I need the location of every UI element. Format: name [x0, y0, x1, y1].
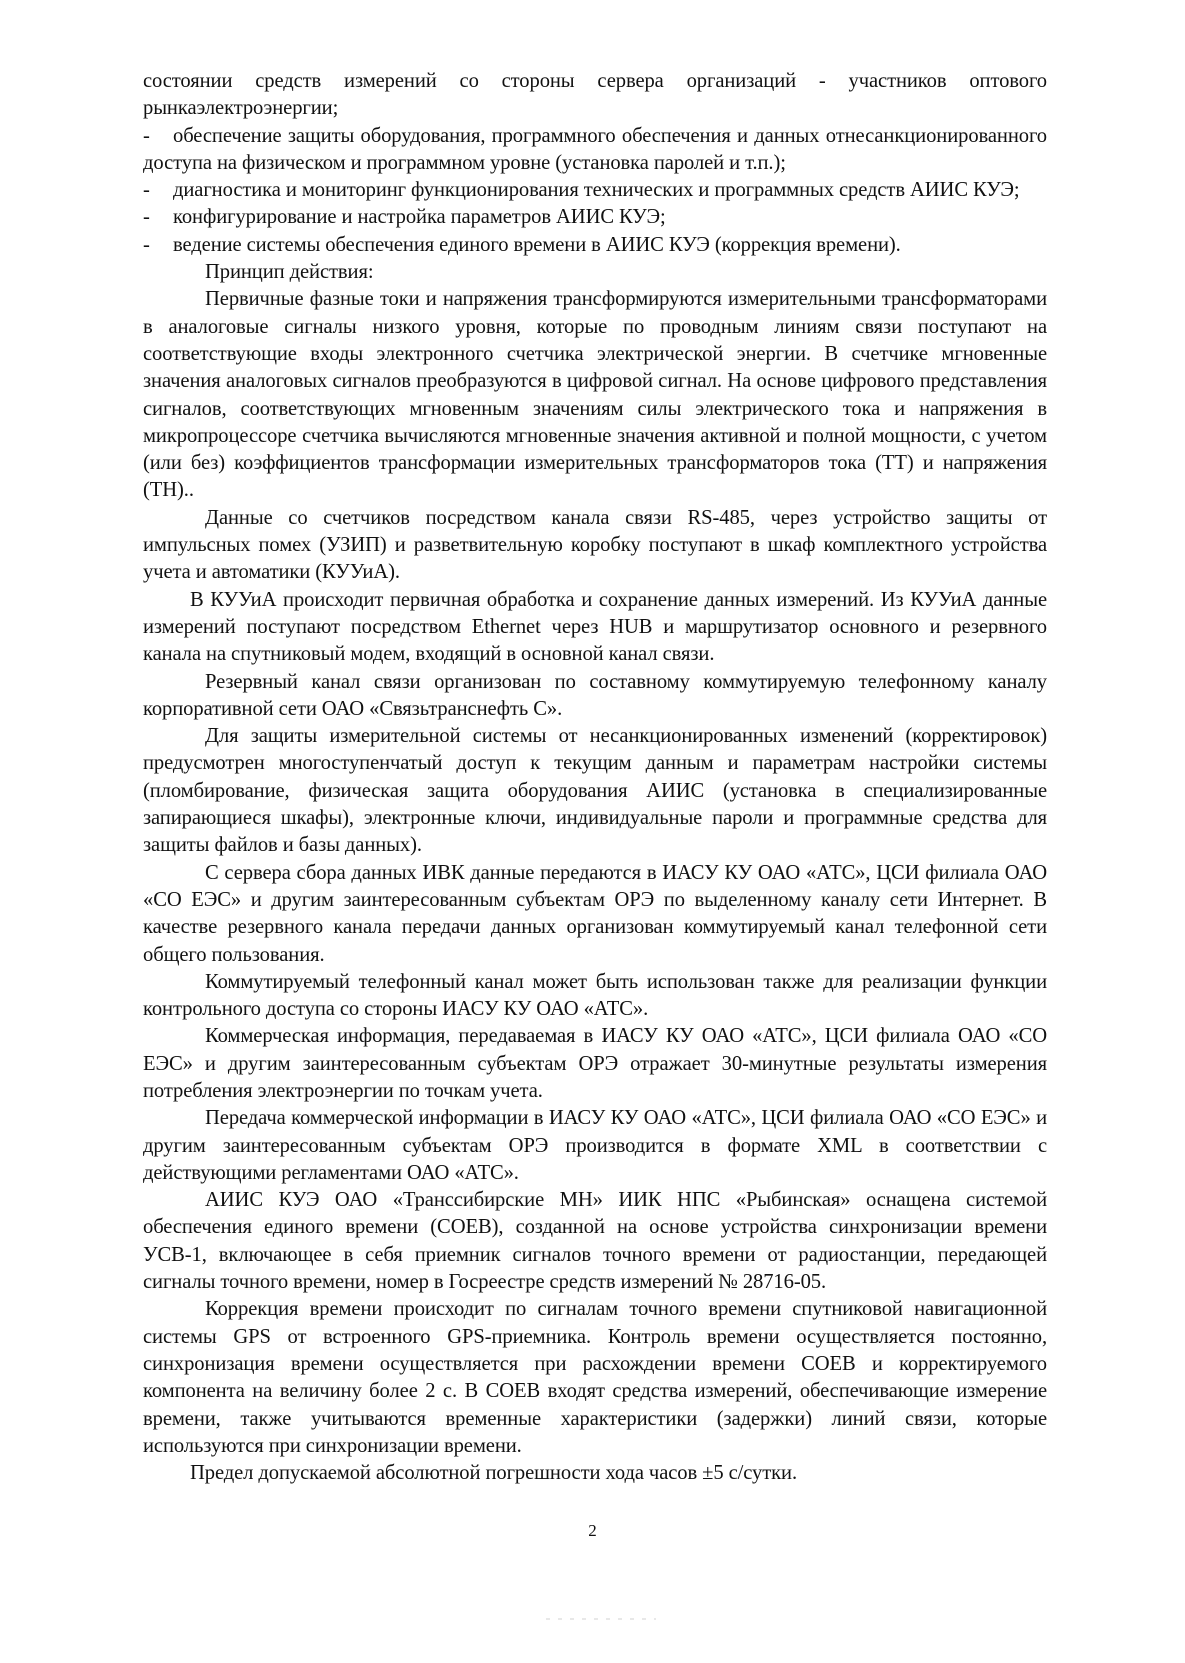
section-heading-principle: Принцип действия: — [205, 261, 374, 284]
paragraph-server-transfer: С сервера сбора данных ИВК данные передаются в ИАСУ КУ ОАО «АТС», ЦСИ филиала ОАО «СО ЕЭС» и другим заинтересованным субъектам ОРЭ по выделенному каналу сети Интернет. В качестве резервного канала передачи данных организован коммутируемый канал телефонной сети общего пользования. — [143, 861, 1047, 966]
paragraph-clock-error-limit: Предел допускаемой абсолютной погрешности хода часов ±5 с/сутки. — [190, 1462, 797, 1485]
list-item-text: конфигурирование и настройка параметров АИИС КУЭ; — [173, 206, 666, 229]
page-number: 2 — [588, 1521, 597, 1540]
list-item-protection — [143, 123, 1047, 178]
list-item-text: обеспечение защиты оборудования, программного обеспечения и данных отнесанкционированного доступа на физическом и программном уровне (установка паролей и т.п.); — [143, 124, 1047, 174]
list-item-configuration — [143, 204, 1047, 231]
list-marker: - — [143, 233, 150, 256]
list-marker: - — [143, 179, 150, 202]
list-item-diagnostics — [143, 177, 1047, 204]
paragraph-primary-currents: Первичные фазные токи и напряжения трансформируются измерительными трансформаторами в аналоговые сигналы низкого уровня, которые по проводным линиям связи поступают на соответствующие входы электронного счетчика электрической энергии. В счетчике мгновенные значения аналоговых сигналов преобразуются в цифровой сигнал. На основе цифрового представления сигналов, соответствующих мгновенным значениям силы электрического тока и напряжения в микропроцессоре счетчика вычисляются мгновенные значения активной и полной мощности, с учетом (или без) коэффициентов трансформации измерительных трансформаторов тока (ТТ) и напряжения (ТН).. — [143, 288, 1047, 502]
list-marker: - — [143, 124, 150, 147]
scan-artifact — [546, 1618, 656, 1620]
paragraph-xml-transfer: Передача коммерческой информации в ИАСУ КУ ОАО «АТС», ЦСИ филиала ОАО «СО ЕЭС» и другим заинтересованным субъектам ОРЭ производится в формате XML в соответствии с действующими регламентами ОАО «АТС». — [143, 1107, 1047, 1184]
paragraph-backup-channel: Резервный канал связи организован по составному коммутируемую телефонному каналу корпоративной сети ОАО «Связьтранснефть С». — [143, 670, 1047, 720]
list-item-text: ведение системы обеспечения единого времени в АИИС КУЭ (коррекция времени). — [173, 233, 901, 256]
paragraph-phone-channel: Коммутируемый телефонный канал может быть использован также для реализации функции контрольного доступа со стороны ИАСУ КУ ОАО «АТС». — [143, 970, 1047, 1021]
paragraph-rs485: Данные со счетчиков посредством канала связи RS-485, через устройство защиты от импульсных помех (УЗИП) и разветвительную коробку поступают в шкаф комплектного устройства учета и автоматики (КУУиА). — [143, 506, 1047, 584]
paragraph-protection-system: Для защиты измерительной системы от несанкционированных изменений (корректировок) предусмотрен многоступенчатый доступ к текущим данным и параметрам настройки системы (пломбирование, физическая защита оборудования АИИС (установка в специализированные запирающиеся шкафы), электронные ключи, индивидуальные пароли и программные средства для защиты файлов и базы данных). — [143, 725, 1047, 857]
paragraph-time-correction: Коррекция времени происходит по сигналам точного времени спутниковой навигационной системы GPS от встроенного GPS-приемника. Контроль времени осуществляется постоянно, синхронизация времени осуществляется при расхождении времени СОЕВ и корректируемого компонента на величину более 2 с. В СОЕВ входят средства измерений, обеспечивающие измерение времени, также учитываются временные характеристики (задержки) линий связи, которые используются при синхронизации времени. — [143, 1298, 1047, 1457]
paragraph-commercial-info: Коммерческая информация, передаваемая в ИАСУ КУ ОАО «АТС», ЦСИ филиала ОАО «СО ЕЭС» и другим заинтересованным субъектам ОРЭ отражает 30-минутные результаты измерения потребления электроэнергии по точкам учета. — [143, 1025, 1047, 1102]
paragraph-soev: АИИС КУЭ ОАО «Транссибирские МН» ИИК НПС «Рыбинская» оснащена системой обеспечения единого времени (СОЕВ), созданной на основе устройства синхронизации времени УСВ-1, включающее в себя приемник сигналов точного времени от радиостанции, передающей сигналы точного времени, номер в Госреестре средств измерений № 28716-05. — [143, 1189, 1047, 1294]
list-item-text: диагностика и мониторинг функционирования технических и программных средств АИИС КУЭ; — [173, 179, 1020, 202]
document-page — [143, 68, 1047, 1487]
list-item-time-system — [143, 232, 1047, 259]
paragraph-kuuia-processing: В КУУиА происходит первичная обработка и сохранение данных измерений. Из КУУиА данные измерений поступают посредством Ethernet через HUB и маршрутизатор основного и резервного канала на спутниковый модем, входящий в основной канал связи. — [143, 588, 1047, 666]
paragraph-continuation: состоянии средств измерений со стороны сервера организаций - участников оптового рынкаэлектроэнергии; — [143, 70, 1047, 120]
list-marker: - — [143, 206, 150, 229]
